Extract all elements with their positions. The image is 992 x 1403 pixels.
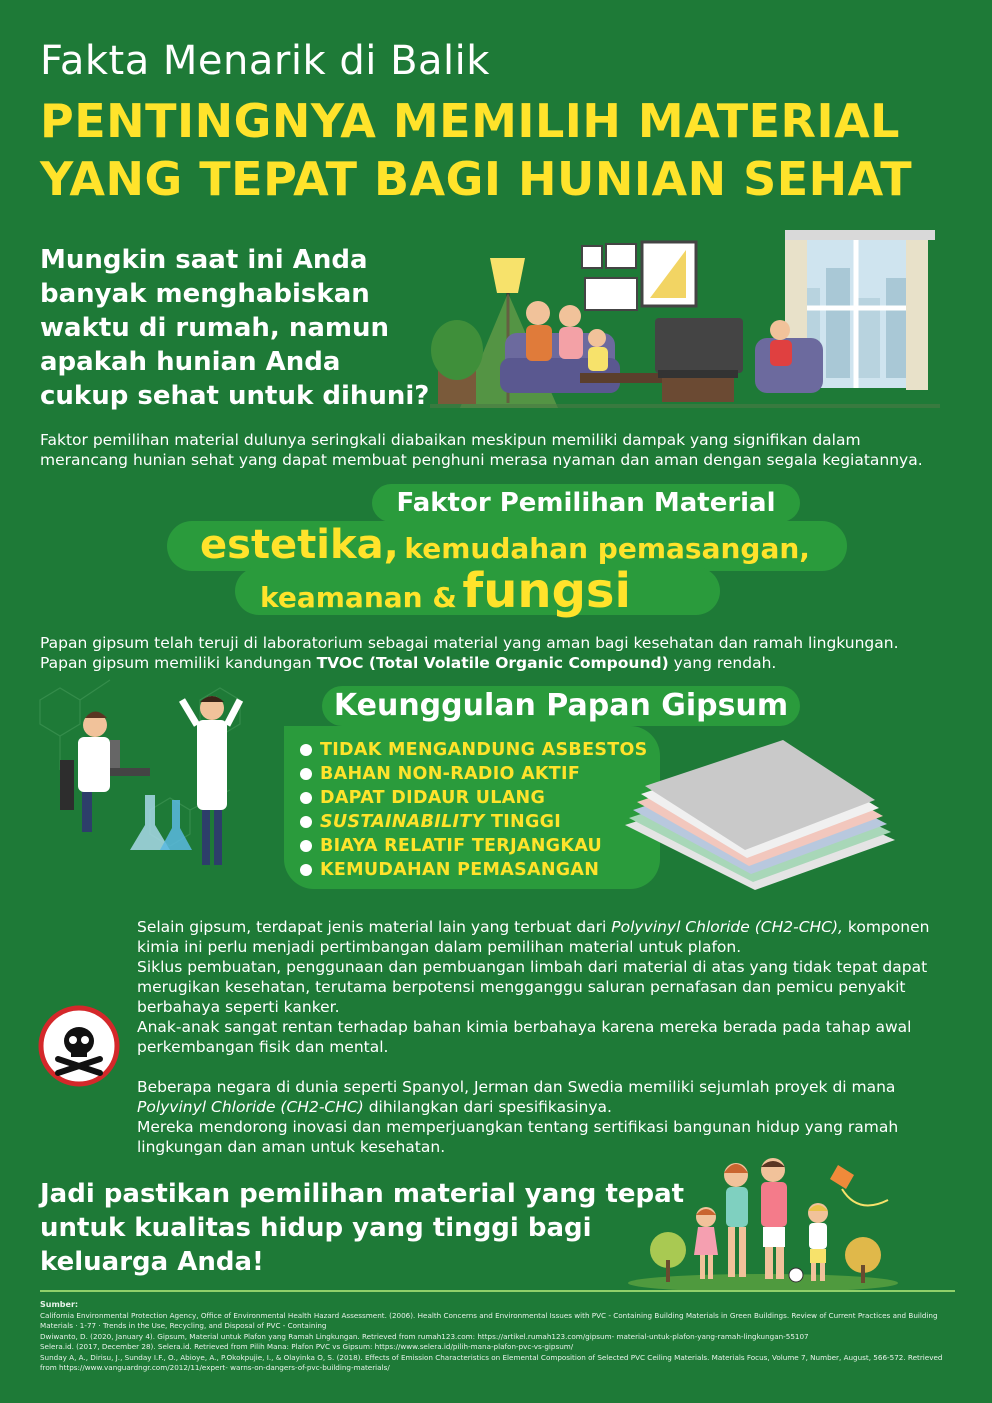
advantage-item: DAPAT DIDAUR ULANG	[300, 786, 648, 810]
source-item: Sunday A, A., Dirisu, J., Sunday I.F., O., Abioye, A., P.Okokpujie, I., & Olayinka O, S. (2018). Effects of Emission Characteristics on Elemental Composition of Selected PVC Ceiling Materials. Materials Focus, Volume 7, Number, August, 566-572. Retrieved from https://www.vanguardngr.com/2012/11/expert- warns-on-dangers-of-pvc-building-materials/	[40, 1352, 943, 1372]
advantage-item: BAHAN NON-RADIO AKTIF	[300, 762, 648, 786]
source-item: Selera.id. (2017, December 28). Selera.id. Retrieved from Pilih Mana: Plafon PVC vs Gipsum: https://www.selera.id/pilih-mana-plafon-pvc-vs-gipsum/	[40, 1342, 574, 1351]
question-line: apakah hunian Anda	[40, 347, 341, 377]
pvc-p5: Mereka mendorong inovasi dan memperjuangkan tentang sertifikasi bangunan hidup yang ramah lingkungan dan aman untuk kesehatan.	[137, 1118, 899, 1156]
source-item: Dwiwanto, D. (2020, January 4). Gipsum, Material untuk Plafon yang Ramah Lingkungan. Retrieved from rumah123.com: https://artikel.rumah123.com/gipsum- material-untuk-plafon-yang-ramah-lingkungan-55107	[40, 1331, 809, 1341]
bullet-icon	[300, 864, 312, 876]
picture-frame	[582, 246, 602, 268]
pre-title: Fakta Menarik di Balik	[40, 38, 490, 84]
question-line: cukup sehat untuk dihuni?	[40, 381, 430, 411]
factor-heading: Faktor Pemilihan Material	[372, 484, 800, 522]
bullet-icon	[300, 792, 312, 804]
bullet-icon	[300, 816, 312, 828]
factor-aesthetics: estetika,	[200, 522, 399, 568]
page-title	[40, 92, 912, 208]
gypsum-boards-illustration	[615, 740, 900, 890]
question-text	[40, 243, 440, 413]
advantage-item: KEMUDAHAN PEMASANGAN	[300, 858, 648, 882]
closing-message	[40, 1177, 700, 1279]
title-line-1: PENTINGNYA MEMILIH MATERIAL	[40, 94, 900, 148]
person-child	[588, 329, 606, 347]
bullet-icon	[300, 768, 312, 780]
tv	[655, 318, 743, 373]
source-item: California Environmental Protection Agency, Office of Environmental Health Hazard Assessment. (2006). Health Concerns and Environmental Issues with PVC - Containing Building Materials in Green Buildings. Review of Current Practices and Building Materials · 1-77 · Trends in the Use, Recycling, and Disposal of PVC - Containing	[40, 1310, 938, 1330]
curtain-right	[906, 240, 928, 390]
picture-frame	[606, 244, 636, 268]
skull-crossbones-icon	[38, 1005, 120, 1087]
pvc-p4: Beberapa negara di dunia seperti Spanyol, Jerman dan Swedia memiliki sejumlah proyek di mana Polyvinyl Chloride (CH2-CHC) dihilangkan dari spesifikasinya.	[137, 1078, 896, 1116]
sources-heading: Sumber:	[40, 1300, 79, 1309]
person-boy	[770, 320, 790, 340]
bullet-icon	[300, 744, 312, 756]
lamp-shade	[490, 258, 525, 293]
factor-safety: keamanan &	[260, 581, 457, 614]
intro-paragraph: Faktor pemilihan material dulunya seringkali diabaikan meskipun memiliki dampak yang signifikan dalam merancang hunian sehat yang dapat membuat penghuni merasa nyaman dan aman dengan segala kegiatannya.	[40, 431, 923, 469]
closing-line: untuk kualitas hidup yang tinggi bagi	[40, 1213, 592, 1243]
advantage-item: SUSTAINABILITY TINGGI	[300, 810, 648, 834]
flask	[160, 800, 192, 850]
title-line-2: YANG TEPAT BAGI HUNIAN SEHAT	[40, 152, 913, 206]
person-mom	[559, 305, 581, 327]
question-line: banyak menghabiskan	[40, 279, 370, 309]
closing-line: Jadi pastikan pemilihan material yang tepat	[40, 1179, 685, 1209]
plant	[431, 320, 483, 380]
curtain-rod	[785, 230, 935, 240]
tv-cabinet	[662, 378, 734, 402]
question-line: Mungkin saat ini Anda	[40, 245, 368, 275]
family-illustration	[628, 1155, 898, 1290]
sources-section	[40, 1300, 955, 1374]
scientists-illustration	[0, 660, 280, 900]
ball	[789, 1268, 803, 1282]
factor-line-1	[200, 522, 810, 568]
factor-line-2	[260, 563, 631, 619]
person-dad	[526, 301, 550, 325]
microscope	[110, 740, 120, 768]
tvoc-term: TVOC (Total Volatile Organic Compound)	[316, 654, 669, 672]
kite	[830, 1165, 854, 1189]
flask	[130, 795, 170, 850]
factor-installation: kemudahan pemasangan,	[404, 532, 810, 565]
picture-frame	[585, 278, 637, 310]
closing-line: keluarga Anda!	[40, 1247, 264, 1277]
living-room-illustration	[430, 228, 940, 418]
coffee-table	[580, 373, 670, 383]
pvc-paragraph	[137, 917, 957, 1157]
bullet-icon	[300, 840, 312, 852]
question-line: waktu di rumah, namun	[40, 313, 389, 343]
factor-function: fungsi	[462, 563, 631, 619]
gypsum-line-2: Papan gipsum memiliki kandungan TVOC (Total Volatile Organic Compound) yang rendah.	[40, 654, 777, 672]
sources-divider	[40, 1290, 955, 1292]
chair	[60, 760, 74, 810]
pvc-p2: Siklus pembuatan, penggunaan dan pembuangan limbah dari material di atas yang tidak tepat dapat merugikan kesehatan, terutama berpotensi mengganggu saluran pernafasan dan pemicu penyakit berbahaya seperti kanker.	[137, 958, 928, 1016]
advantages-heading: Keunggulan Papan Gipsum	[322, 686, 800, 726]
advantages-list	[300, 738, 648, 882]
gypsum-line-1: Papan gipsum telah teruji di laboratorium sebagai material yang aman bagi kesehatan dan ramah lingkungan.	[40, 634, 899, 652]
pvc-p3: Anak-anak sangat rentan terhadap bahan kimia berbahaya karena mereka berada pada tahap awal perkembangan fisik dan mental.	[137, 1018, 912, 1056]
advantage-item: TIDAK MENGANDUNG ASBESTOS	[300, 738, 648, 762]
pvc-p1: Selain gipsum, terdapat jenis material lain yang terbuat dari Polyvinyl Chloride (CH2-CHC), komponen kimia ini perlu menjadi pertimbangan dalam pemilihan material untuk plafon.	[137, 918, 930, 956]
advantage-item: BIAYA RELATIF TERJANGKAU	[300, 834, 648, 858]
